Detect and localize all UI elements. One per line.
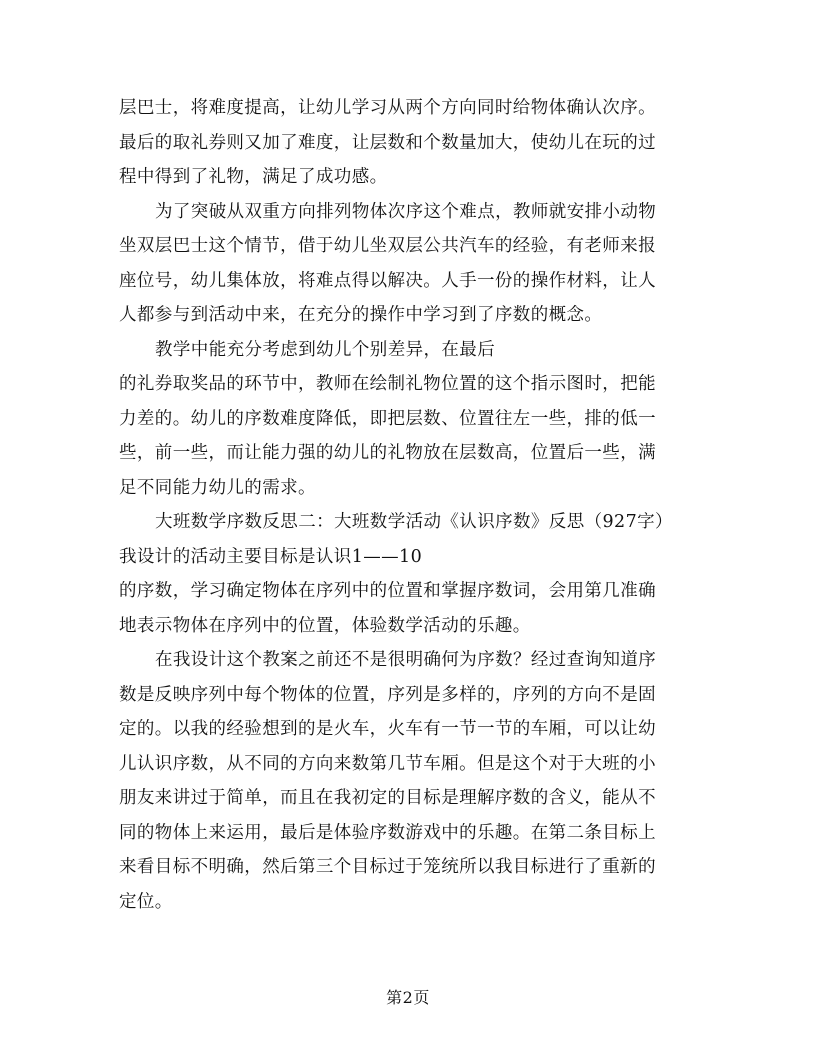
text-line: 的序数，学习确定物体在序列中的位置和掌握序数词，会用第几准确 [119, 581, 656, 601]
text-line: 座位号，幼儿集体放，将难点得以解决。人手一份的操作材料，让人 [119, 270, 656, 291]
text-line: 数是反映序列中每个物体的位置，序列是多样的，序列的方向不是固 [119, 684, 656, 705]
text-line: 大班数学序数反思二：大班数学活动《认识序数》反思（927字） [155, 512, 673, 532]
text-line: 的礼券取奖品的环节中，教师在绘制礼物位置的这个指示图时，把能 [119, 374, 656, 394]
text-line: 为了突破从双重方向排列物体次序这个难点，教师就安排小动物 [155, 201, 657, 222]
text-line: 些，前一些，而让能力强的幼儿的礼物放在层数高，位置后一些，满 [119, 443, 656, 463]
text-line: 教学中能充分考虑到幼儿个别差异，在最后 [155, 339, 496, 360]
text-line: 人都参与到活动中来，在充分的操作中学习到了序数的概念。 [119, 305, 603, 325]
text-line: 朋友来讲过于简单，而且在我初定的目标是理解序数的含义，能从不 [119, 788, 656, 808]
text-line: 程中得到了礼物，满足了成功感。 [119, 167, 388, 187]
page-number: 第2页 [386, 988, 430, 1007]
text-line: 我设计的活动主要目标是认识1——10 [119, 546, 423, 567]
text-line: 足不同能力幼儿的需求。 [119, 477, 316, 498]
text-line: 在我设计这个教案之前还不是很明确何为序数？经过查询知道序 [155, 650, 657, 670]
text-line: 层巴士，将难度提高，让幼儿学习从两个方向同时给物体确认次序。 [119, 98, 656, 118]
text-line: 儿认识序数，从不同的方向来数第几节车厢。但是这个对于大班的小 [119, 753, 656, 774]
text-line: 最后的取礼券则又加了难度，让层数和个数量加大，使幼儿在玩的过 [119, 132, 656, 153]
text-line: 来看目标不明确，然后第三个目标过于笼统所以我目标进行了重新的 [119, 857, 656, 877]
body-text [119, 91, 691, 919]
text-line: 地表示物体在序列中的位置，体验数学活动的乐趣。 [119, 615, 531, 636]
text-line: 力差的。幼儿的序数难度降低，即把层数、位置往左一些，排的低一 [119, 408, 656, 429]
text-line: 定的。以我的经验想到的是火车，火车有一节一节的车厢，可以让幼 [119, 719, 656, 739]
text-line: 坐双层巴士这个情节，借于幼儿坐双层公共汽车的经验，有老师来报 [119, 236, 656, 256]
text-line: 同的物体上来运用，最后是体验序数游戏中的乐趣。在第二条目标上 [119, 822, 656, 843]
text-line: 定位。 [119, 891, 173, 912]
